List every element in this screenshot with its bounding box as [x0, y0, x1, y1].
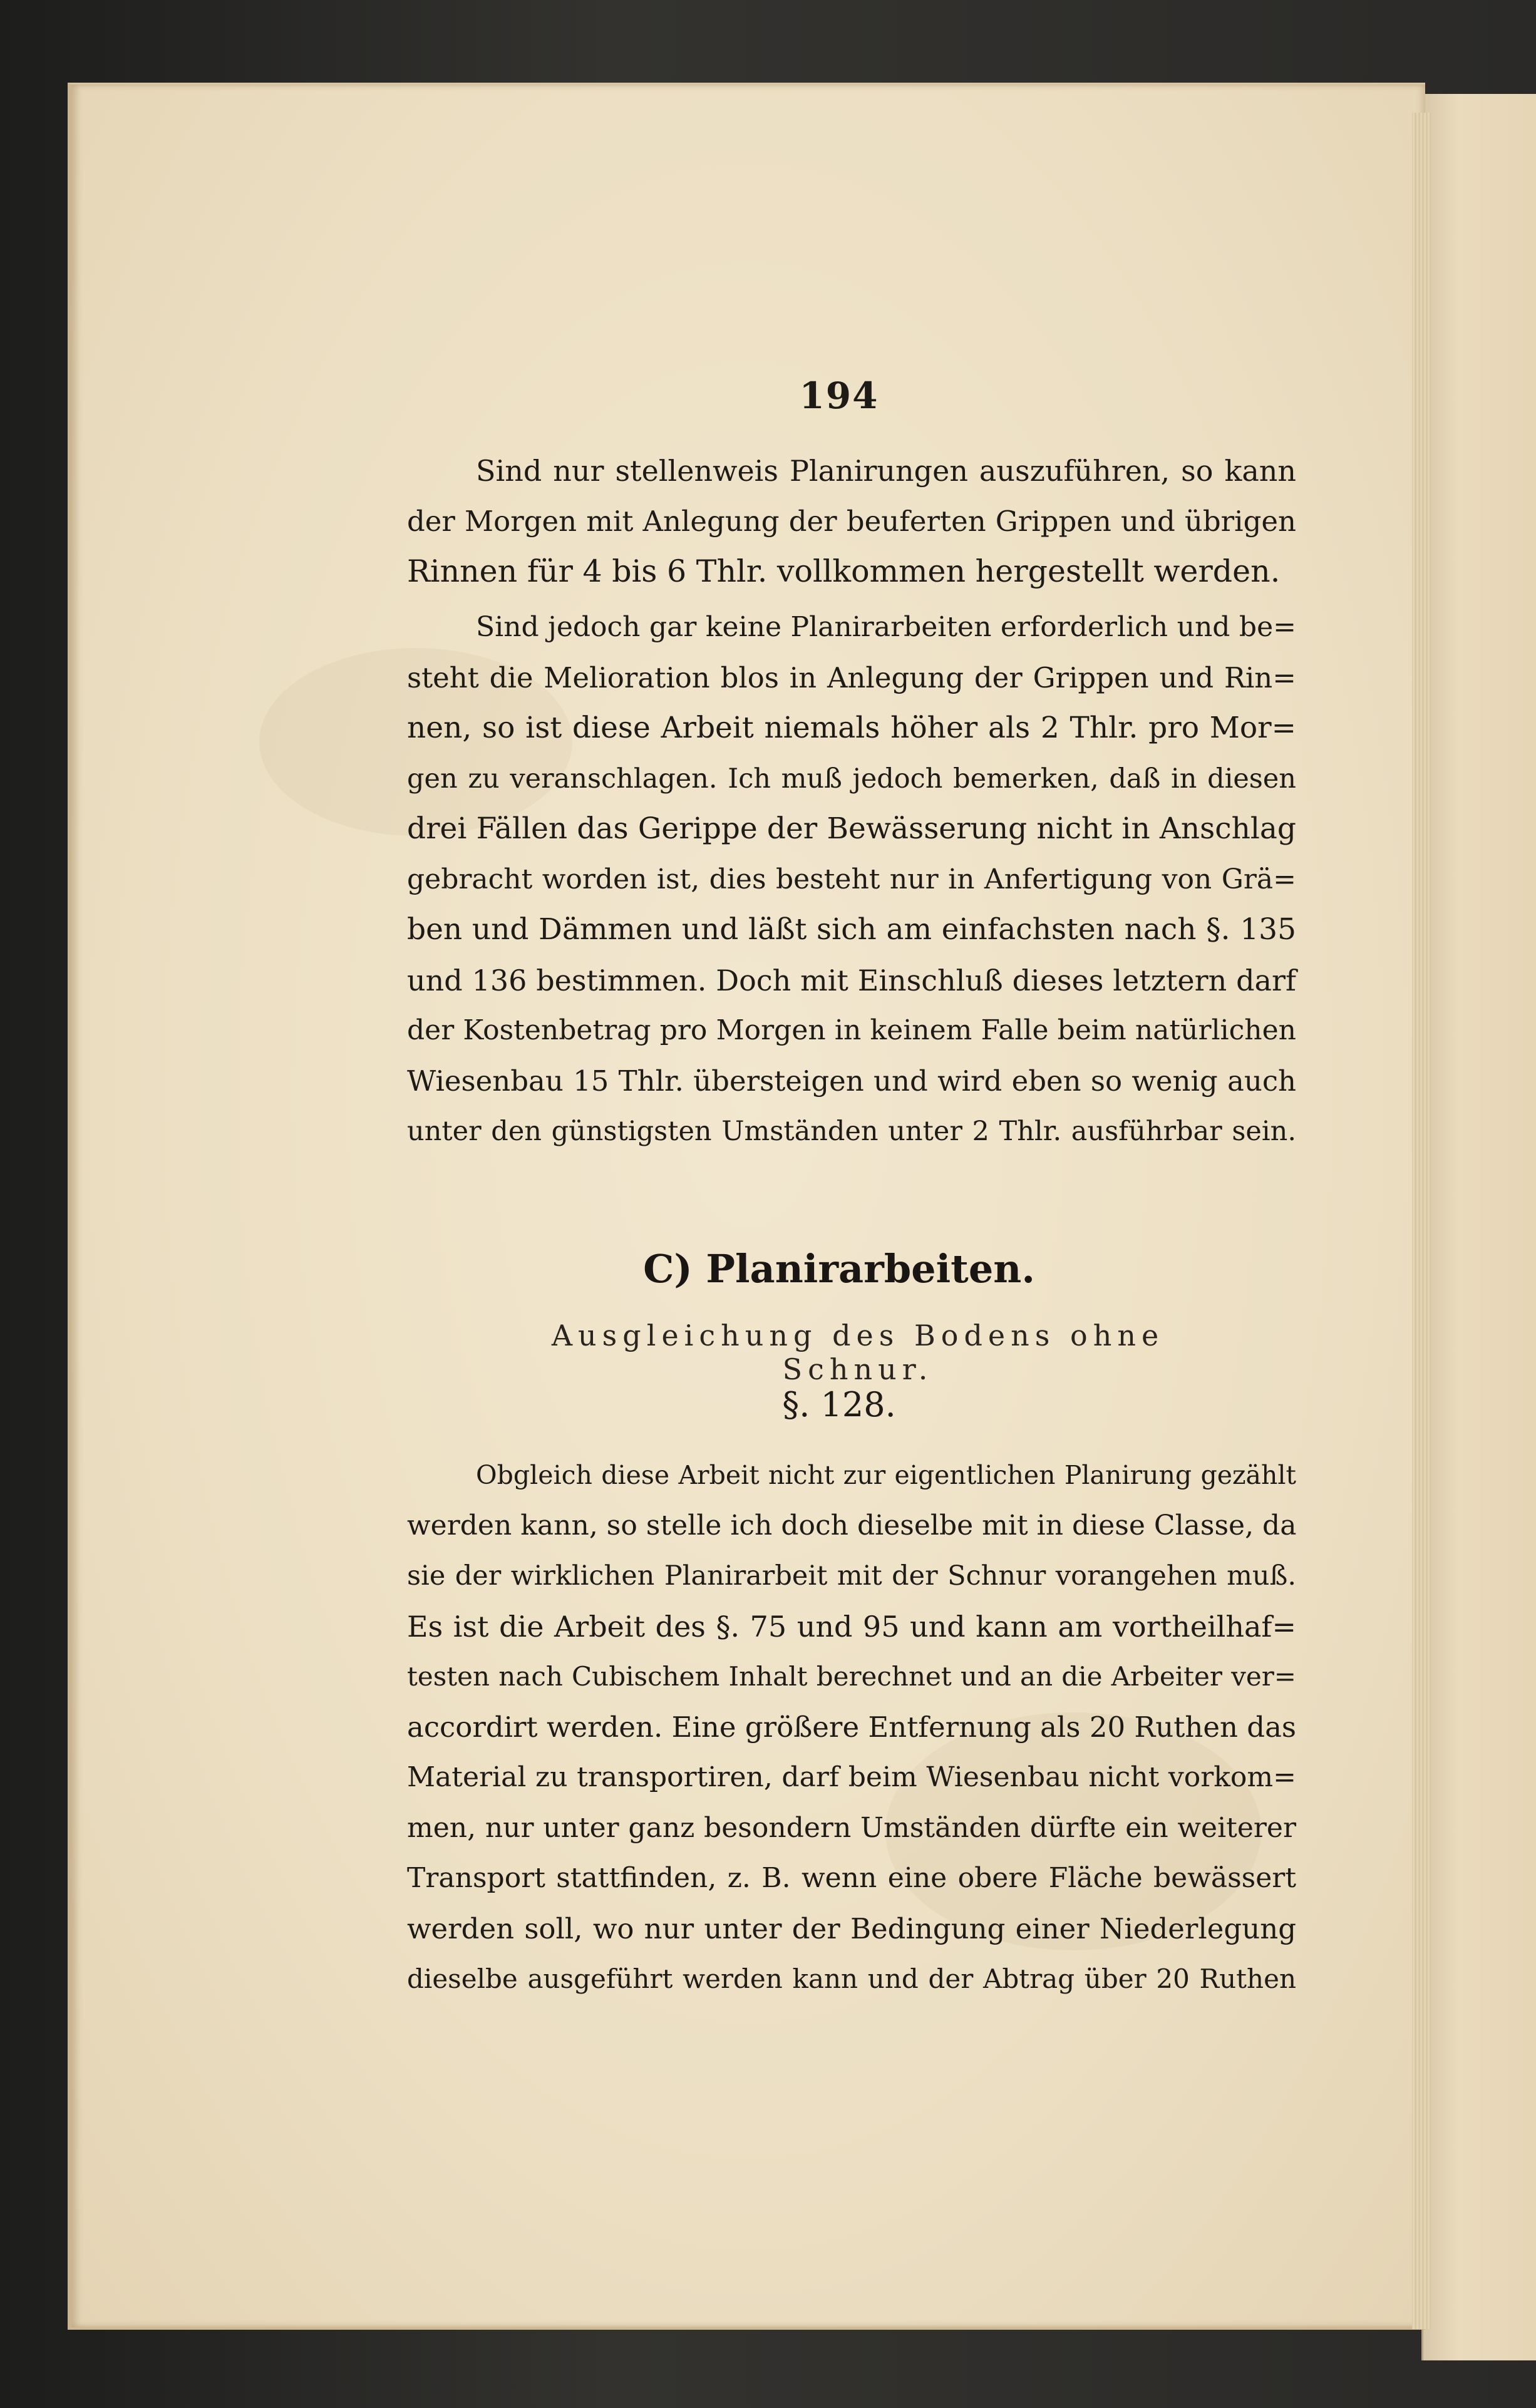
page-gutter-edge [1412, 113, 1431, 2329]
page-number: 194 [799, 374, 879, 417]
text-line: gen zu veranschlagen. Ich muß jedoch bemerken, daß in diesen [407, 763, 1296, 795]
text-line: Es ist die Arbeit des §. 75 und 95 und kann am vortheilhaf= [407, 1609, 1296, 1644]
text-line: Wiesenbau 15 Thlr. übersteigen und wird eben so wenig auch [407, 1064, 1296, 1098]
text-line: Transport stattfinden, z. B. wenn eine obere Fläche bewässert [407, 1862, 1296, 1894]
text-line: Rinnen für 4 bis 6 Thlr. vollkommen hergestellt werden. [407, 553, 1281, 589]
text-line: Obgleich diese Arbeit nicht zur eigentlichen Planirung gezählt [476, 1460, 1296, 1490]
paragraph-1 [407, 446, 1296, 597]
text-line: und 136 bestimmen. Doch mit Einschluß dieses letztern darf [407, 963, 1296, 997]
text-line: sie der wirklichen Planirarbeit mit der Schnur vorangehen muß. [407, 1560, 1296, 1592]
text-line: steht die Melioration blos in Anlegung der Grippen und Rin= [407, 661, 1296, 694]
paragraph-3 [407, 1450, 1296, 2005]
section-subheading: Ausgleichung des Bodens ohne Schnur. [551, 1319, 1165, 1386]
adjacent-page-edge [1421, 94, 1536, 2360]
text-line: accordirt werden. Eine größere Entfernung als 20 Ruthen das [407, 1710, 1296, 1744]
text-line: werden soll, wo nur unter der Bedingung einer Niederlegung [407, 1911, 1296, 1945]
text-line: men, nur unter ganz besondern Umständen dürfte ein weiterer [407, 1811, 1296, 1844]
text-line: der Kostenbetrag pro Morgen in keinem Falle beim natürlichen [407, 1014, 1296, 1046]
text-line: drei Fällen das Gerippe der Bewässerung nicht in Anschlag [407, 811, 1296, 846]
text-line: testen nach Cubischem Inhalt berechnet und an die Arbeiter ver= [407, 1661, 1296, 1692]
paragraph-number: §. 128. [782, 1385, 896, 1424]
text-line: werden kann, so stelle ich doch dieselbe mit in diese Classe, da [407, 1509, 1297, 1541]
text-line: gebracht worden ist, dies besteht nur in Anfertigung von Grä= [407, 863, 1296, 895]
text-line: Material zu transportiren, darf beim Wiesenbau nicht vorkom= [407, 1761, 1296, 1793]
text-line: Sind nur stellenweis Planirungen auszuführen, so kann [476, 454, 1296, 488]
text-line: ben und Dämmen und läßt sich am einfachsten nach §. 135 [407, 912, 1296, 947]
text-line: der Morgen mit Anlegung der beuferten Grippen und übrigen [407, 504, 1296, 538]
section-heading: C) Planirarbeiten. [643, 1246, 1035, 1292]
paragraph-2 [407, 602, 1296, 1157]
text-line: Sind jedoch gar keine Planirarbeiten erforderlich und be= [476, 611, 1296, 643]
text-line: dieselbe ausgeführt werden kann und der Abtrag über 20 Ruthen [407, 1963, 1296, 1994]
text-line: unter den günstigsten Umständen unter 2 Thlr. ausführbar sein. [407, 1116, 1296, 1147]
text-line: nen, so ist diese Arbeit niemals höher als 2 Thlr. pro Mor= [407, 711, 1296, 745]
